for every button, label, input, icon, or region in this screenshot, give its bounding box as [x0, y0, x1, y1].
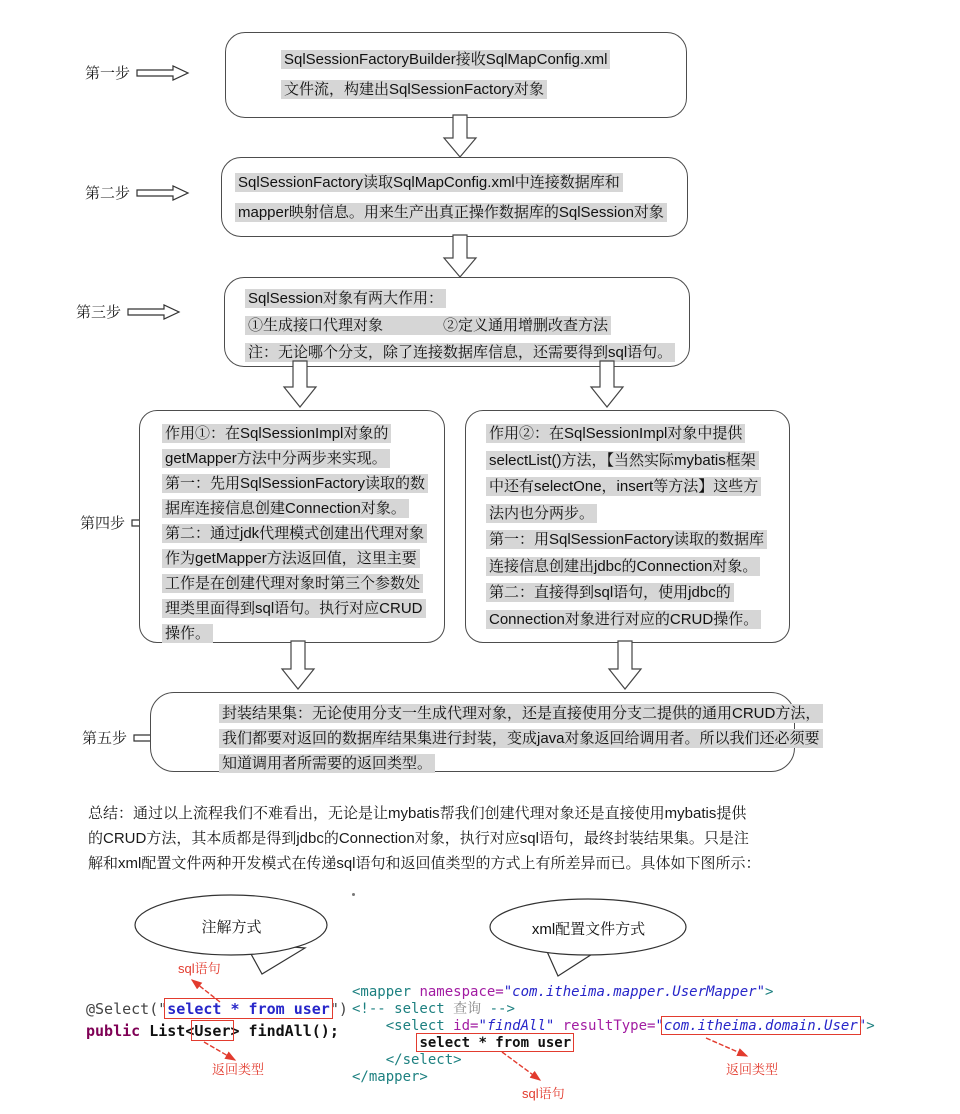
- step2-box: [221, 157, 688, 237]
- xml-bubble-label: xml配置文件方式: [531, 921, 646, 938]
- code-token: "findAll": [478, 1018, 555, 1034]
- text-line: selectList()方法，【当然实际mybatis框架: [486, 448, 781, 475]
- text-line: 文件流，构建出SqlSessionFactory对象: [281, 75, 676, 105]
- text-line: SqlSessionFactory读取SqlMapConfig.xml中连接数据库和: [235, 168, 679, 198]
- code-token: namespace=: [419, 984, 504, 1000]
- code-line: [352, 1069, 875, 1086]
- down-arrow-icon: [280, 640, 316, 690]
- code-token-boxed: User: [194, 1022, 231, 1040]
- code-token: 查询: [453, 1001, 490, 1017]
- step2-label-row: [85, 182, 190, 203]
- code-token: -->: [489, 1001, 515, 1017]
- step4-branch2-box: [465, 410, 790, 643]
- step3-box: [224, 277, 690, 367]
- code-token: "): [329, 1000, 348, 1018]
- text-line: 操作。: [162, 621, 436, 646]
- text-line: 作为getMapper方法返回值，这里主要: [162, 546, 436, 571]
- text-line: 作用②：在SqlSessionImpl对象中提供: [486, 421, 781, 448]
- step1-label-row: [85, 62, 190, 83]
- code-token: <mapper: [352, 984, 420, 1000]
- sql-label-right: sql语句: [522, 1086, 565, 1101]
- text-line: 据库连接信息创建Connection对象。: [162, 496, 436, 521]
- text-line: 的CRUD方法，其本质都是得到jdbc的Connection对象，执行对应sql语句，最终封装结果集。只是注: [88, 830, 749, 847]
- code-token: </select>: [352, 1052, 462, 1068]
- step5-box: [150, 692, 821, 772]
- step2-label: 第二步: [85, 185, 131, 202]
- code-token: </mapper>: [352, 1069, 428, 1085]
- right-arrow-icon: [136, 65, 190, 81]
- text-line: 工作是在创建代理对象时第三个参数处: [162, 571, 436, 596]
- text-line: SqlSession对象有两大作用：: [245, 285, 679, 312]
- code-token-boxed: select * from user: [419, 1035, 572, 1051]
- code-line: [352, 1001, 875, 1018]
- code-token: public: [86, 1022, 141, 1040]
- return-type-label-right: 返回类型: [726, 1062, 779, 1077]
- right-arrow-icon: [136, 185, 190, 201]
- text-line: 理类里面得到sql语句。执行对应CRUD: [162, 596, 436, 621]
- text-line: 第二：通过jdk代理模式创建出代理对象: [162, 521, 436, 546]
- return-type-label-left: 返回类型: [212, 1062, 265, 1077]
- code-line: [352, 1018, 875, 1035]
- text-line: 解和xml配置文件两种开发模式在传递sql语句和返回值类型的方式上有所差异而已。具体如下图所示：: [88, 855, 761, 872]
- sql-label-left: sql语句: [178, 961, 221, 976]
- code-token: <select: [352, 1018, 454, 1034]
- code-token: ": [857, 1018, 867, 1034]
- code-token: >: [866, 1018, 875, 1034]
- text-line: ①生成接口代理对象 ②定义通用增删改查方法: [245, 312, 679, 339]
- down-arrow-icon: [282, 360, 318, 408]
- step4-label: 第四步: [80, 515, 126, 532]
- step4-branch1-box: [139, 410, 445, 643]
- step1-box: [225, 32, 687, 118]
- code-line: [86, 998, 348, 1020]
- code-token: "com.itheima.mapper.UserMapper": [503, 984, 766, 1000]
- code-token: ": [655, 1018, 664, 1034]
- code-token: > findAll();: [230, 1022, 339, 1040]
- step3-label: 第三步: [76, 304, 122, 321]
- text-line: 连接信息创建出jdbc的Connection对象。: [486, 554, 781, 581]
- text-line: 法内也分两步。: [486, 501, 781, 528]
- code-token: >: [765, 984, 774, 1000]
- xml-code-block: [352, 984, 875, 1086]
- code-line: [352, 1052, 875, 1069]
- text-line: Connection对象进行对应的CRUD操作。: [486, 607, 781, 634]
- step5-label: 第五步: [82, 730, 128, 747]
- annotation-bubble-label: 注解方式: [201, 919, 262, 936]
- code-token: resultType=: [554, 1018, 656, 1034]
- text-line: mapper映射信息。用来生产出真正操作数据库的SqlSession对象: [235, 198, 679, 228]
- text-line: 知道调用者所需要的返回类型。: [219, 751, 784, 776]
- text-line: 作用①：在SqlSessionImpl对象的: [162, 421, 436, 446]
- code-token: @Select(": [86, 1000, 168, 1018]
- text-line: 注：无论哪个分支，除了连接数据库信息，还需要得到sql语句。: [245, 339, 679, 366]
- text-line: 封装结果集：无论使用分支一生成代理对象，还是直接使用分支二提供的通用CRUD方法，: [219, 701, 784, 726]
- right-arrow-icon: [127, 304, 181, 320]
- summary-paragraph: [88, 801, 894, 876]
- down-arrow-icon: [607, 640, 643, 690]
- text-line: 第二：直接得到sql语句，使用jdbc的: [486, 580, 781, 607]
- code-line: [86, 1020, 348, 1042]
- text-line: 第一：用SqlSessionFactory读取的数据库: [486, 527, 781, 554]
- text-line: getMapper方法中分两步来实现。: [162, 446, 436, 471]
- code-line: [352, 984, 875, 1001]
- annotation-code-block: [86, 998, 348, 1042]
- code-line: [352, 1035, 875, 1052]
- text-line: 中还有selectOne，insert等方法】这些方: [486, 474, 781, 501]
- code-token: List<: [140, 1022, 195, 1040]
- stray-dot: [352, 893, 355, 896]
- code-token: id=: [453, 1018, 479, 1034]
- code-token-boxed: select * from user: [167, 1000, 330, 1018]
- code-token: <!-- select: [352, 1001, 454, 1017]
- text-line: SqlSessionFactoryBuilder接收SqlMapConfig.xml: [281, 45, 676, 75]
- step1-label: 第一步: [85, 65, 131, 82]
- text-line: 我们都要对返回的数据库结果集进行封装，变成java对象返回给调用者。所以我们还必须要: [219, 726, 784, 751]
- down-arrow-icon: [589, 360, 625, 408]
- code-token: [352, 1035, 419, 1051]
- code-token-boxed: com.itheima.domain.User: [663, 1018, 858, 1034]
- text-line: 第一：先用SqlSessionFactory读取的数: [162, 471, 436, 496]
- step3-label-row: [76, 301, 181, 322]
- down-arrow-icon: [442, 234, 478, 278]
- down-arrow-icon: [442, 114, 478, 158]
- text-line: 总结：通过以上流程我们不难看出，无论是让mybatis帮我们创建代理对象还是直接使用mybatis提供: [88, 805, 747, 822]
